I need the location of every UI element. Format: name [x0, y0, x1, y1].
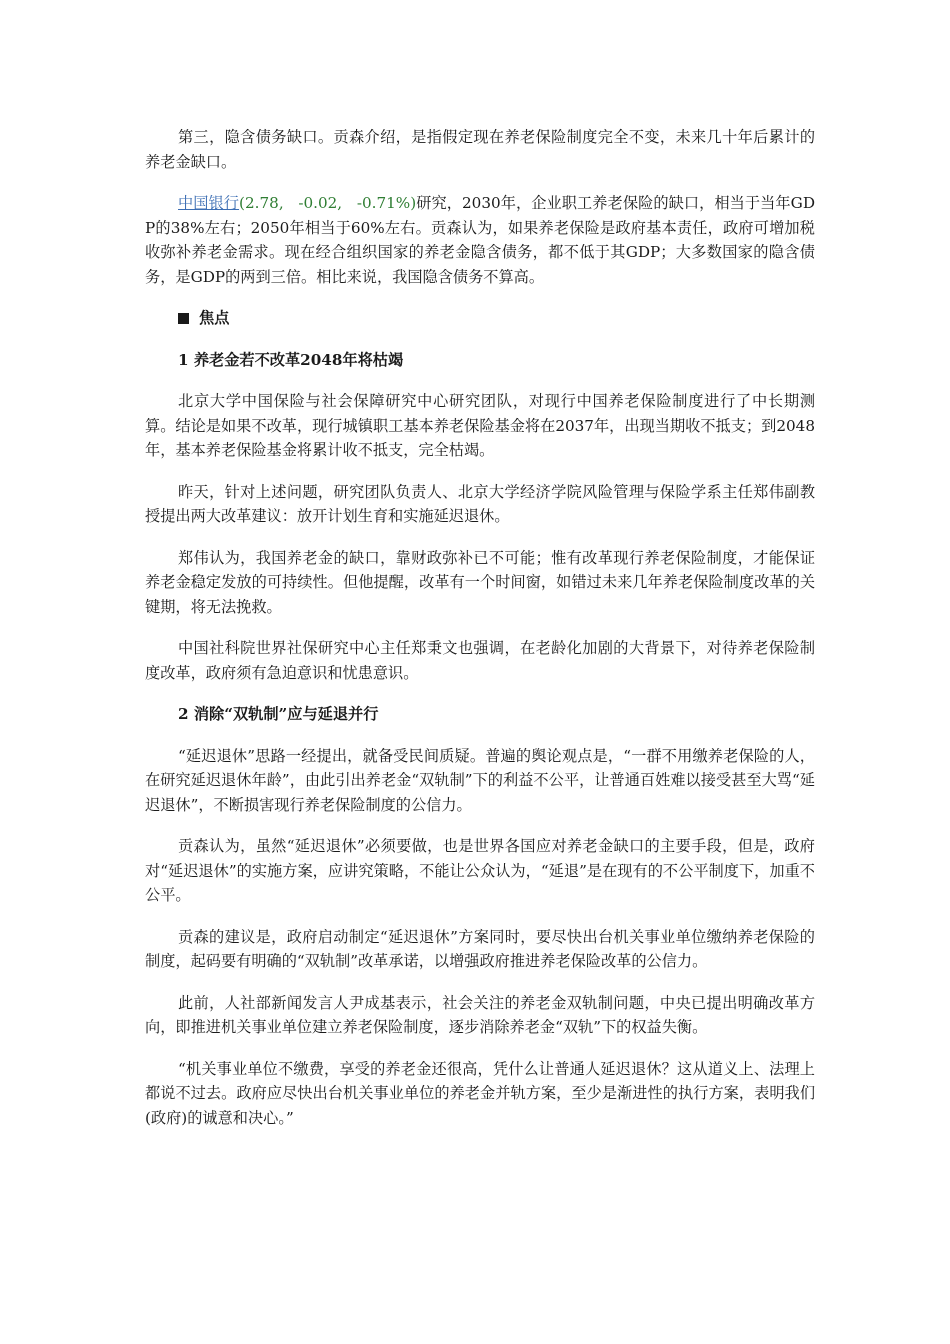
- paragraph-hidden-debt: 第三，隐含债务缺口。贡森介绍，是指假定现在养老保险制度完全不变，未来几十年后累计的养老金缺口。: [145, 128, 815, 171]
- section-heading-1: 1 养老金若不改革2048年将枯竭: [178, 350, 404, 369]
- paragraph-text: 研究，2030年，企业职工养老保险的缺口，相当于当年GDP的38%左右；2050年相当于60%左右。贡森认为，如果养老保险是政府基本责任，政府可增加税收弥补养老金需求。现在经合组织国家的养老金隐含债务，都不低于其GDP；大多数国家的隐含债务，是GDP的两到三倍。相比来说，我国隐含债务不算高。: [145, 194, 815, 286]
- paragraph-gong-sen-suggestion: 贡森的建议是，政府启动制定“延迟退休”方案同时，要尽快出台机关事业单位缴纳养老保险的制度，起码要有明确的“双轨制”改革承诺，以增强政府推进养老保险改革的公信力。: [145, 927, 815, 970]
- paragraph-quote: “机关事业单位不缴费，享受的养老金还很高，凭什么让普通人延迟退休？这从道义上、法理上都说不过去。政府应尽快出台机关事业单位的养老金并轨方案，至少是渐进性的执行方案，表明我们(政府)的诚意和决心。”: [145, 1059, 815, 1127]
- paragraph-bank-of-china-study: [145, 191, 815, 289]
- paragraph-public-doubt: “延迟退休”思路一经提出，就备受民间质疑。普遍的舆论观点是，“一群不用缴养老保险的人，在研究延迟退休年龄”，由此引出养老金“双轨制”下的利益不公平，让普通百姓难以接受甚至大骂“延迟退休”，不断损害现行养老保险制度的公信力。: [145, 746, 815, 814]
- stock-link-bank-of-china[interactable]: 中国银行: [178, 194, 240, 212]
- stock-change: -0.02: [298, 194, 338, 212]
- stock-price: 2.78: [244, 194, 279, 212]
- stock-quote: (2.78, -0.02, -0.71%): [239, 194, 417, 212]
- paragraph-gong-sen-view: 贡森认为，虽然“延迟退休”必须要做，也是世界各国应对养老金缺口的主要手段，但是，政府对“延迟退休”的实施方案，应讲究策略，不能让公众认为，“延退”是在现有的不公平制度下，加重不公平。: [145, 837, 815, 904]
- stock-change-percent: -0.71%: [356, 194, 411, 212]
- paragraph-zheng-wei: 郑伟认为，我国养老金的缺口，靠财政弥补已不可能；惟有改革现行养老保险制度，才能保证养老金稳定发放的可持续性。但他提醒，改革有一个时间窗，如错过未来几年养老保险制度改革的关键期，将无法挽救。: [145, 548, 815, 616]
- paragraph-zheng-bingwen: 中国社科院世界社保研究中心主任郑秉文也强调，在老龄化加剧的大背景下，对待养老保险制度改革，政府须有急迫意识和忧患意识。: [145, 639, 815, 682]
- square-bullet-icon: [178, 313, 189, 324]
- paragraph-reform-suggestions: 昨天，针对上述问题，研究团队负责人、北京大学经济学院风险管理与保险学系主任郑伟副教授提出两大改革建议：放开计划生育和实施延迟退休。: [145, 482, 815, 525]
- article-body: [145, 125, 815, 1147]
- focus-heading: 焦点: [145, 306, 815, 331]
- paragraph-pku-study: 北京大学中国保险与社会保障研究中心研究团队，对现行中国养老保险制度进行了中长期测算。结论是如果不改革，现行城镇职工基本养老保险基金将在2037年，出现当期收不抵支；到2048年，基本养老保险基金将累计收不抵支，完全枯竭。: [145, 392, 815, 459]
- paragraph-yin-chengji: 此前，人社部新闻发言人尹成基表示，社会关注的养老金双轨制问题，中央已提出明确改革方向，即推进机关事业单位建立养老保险制度，逐步消除养老金“双轨”下的权益失衡。: [145, 993, 815, 1036]
- section-heading-2: 2 消除“双轨制”应与延退并行: [178, 705, 379, 723]
